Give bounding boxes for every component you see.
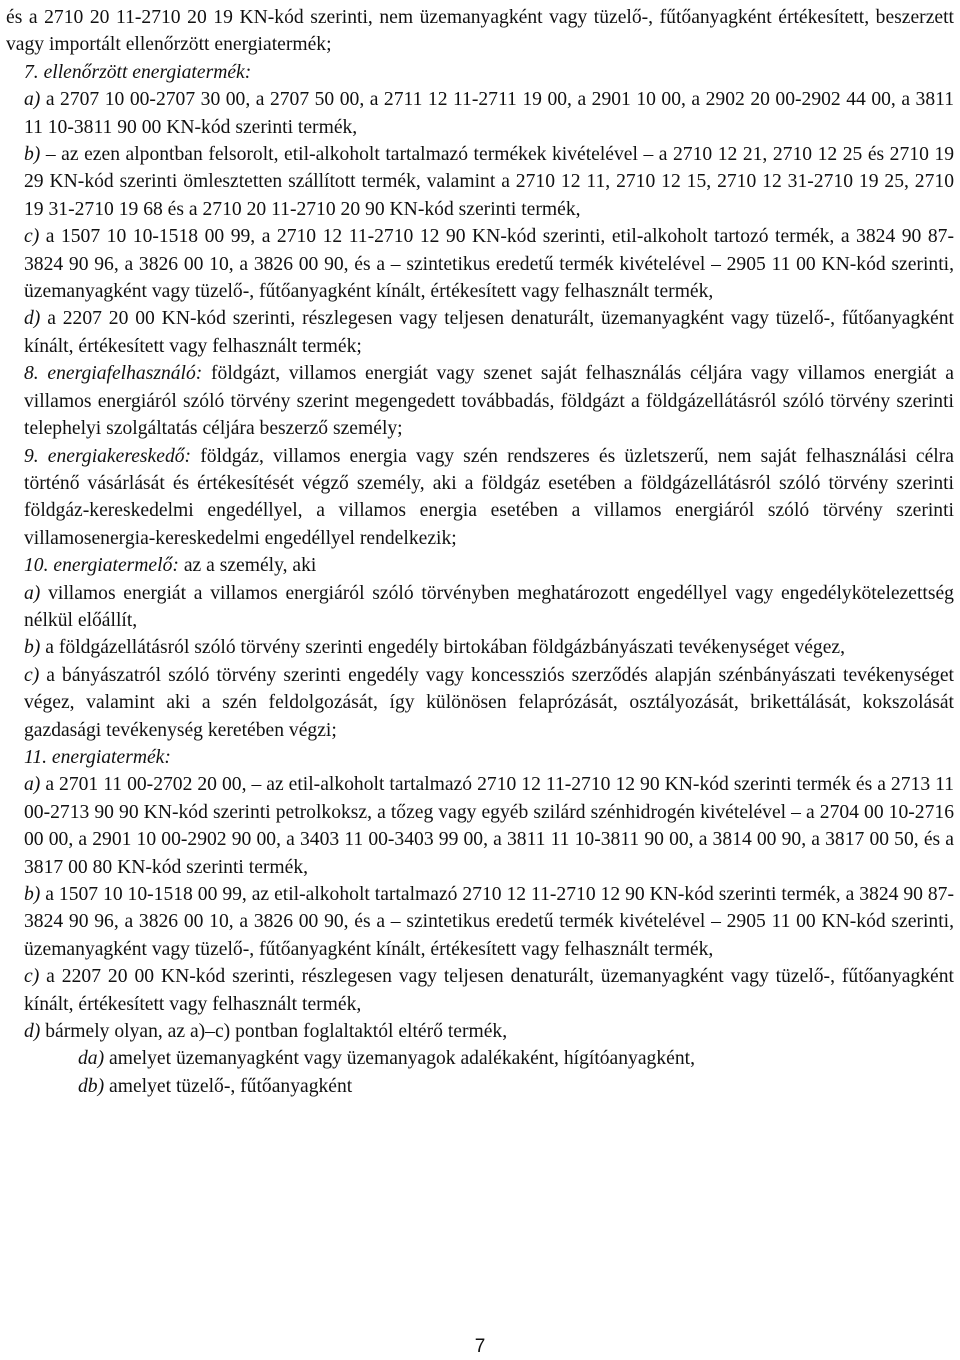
item-label: db) [78,1075,105,1097]
item-label: b) [24,884,41,905]
paragraph [6,443,954,553]
item-label: a) [24,89,41,111]
paragraph [6,552,954,579]
item-label: 8. energiafelhasználó: [24,363,203,385]
item-label: c) [24,226,40,248]
item-label: b) [24,144,41,166]
page-number: 7 [474,1336,486,1357]
document-body [6,4,954,1100]
item-text: a földgázellátásról szóló törvény szerinti engedély birtokában földgázbányászati tevékenységet végez, [45,637,845,659]
paragraph [6,662,954,744]
paragraph [6,86,954,141]
item-text: a 2207 20 00 KN-kód szerinti, részlegesen vagy teljesen denaturált, üzemanyagként vagy tüzelő-, fűtőanyagként kínált, értékesített vagy felhasznált termék, [24,966,954,1015]
item-label: a) [24,774,41,796]
paragraph [6,4,954,59]
item-text: villamos energiát a villamos energiáról szóló törvényben meghatározott engedéllyel vagy engedélykötelezettség nélkül előállít, [24,582,954,631]
item-label: d) [24,1021,41,1043]
item-text: a 2701 11 00-2702 20 00, – az etil-alkoholt tartalmazó 2710 12 11-2710 12 90 KN-kód szerinti termék és a 2713 11 00-2713 90 90 KN-kód szerinti petrolkoksz, a tőzeg vagy egyéb szilárd szénhidrogén kivételével – a 2704 00 10-2716 00 00, a 2901 10 00-2902 90 00, a 3403 11 00-3403 99 00, a 3811 11 10-3811 90 00, a 3814 00 90, a 3817 00 50, és a 3817 00 80 KN-kód szerinti termék, [24,774,954,878]
item-label: 7. ellenőrzött energiatermék: [24,61,252,83]
paragraph [6,223,954,305]
item-label: b) [24,637,41,659]
paragraph [6,305,954,360]
item-text: bármely olyan, az a)–c) pontban foglaltaktól eltérő termék, [45,1021,508,1043]
item-text: és a 2710 20 11-2710 20 19 KN-kód szerinti, nem üzemanyagként vagy tüzelő-, fűtőanyagként értékesített, beszerzett vagy importált ellenőrzött energiatermék; [6,7,954,56]
item-text: földgáz, villamos energia vagy szén rendszeres és üzletszerű, nem saját felhasználási célra történő vásárlását és értékesítését végző személy, aki a földgáz esetében a földgázellátásról szóló törvény szerinti földgáz-kereskedelmi engedéllyel, a villamos energia esetében a villamos energiáról szóló törvény szerinti villamosenergia-kereskedelmi engedéllyel rendelkezik; [24,445,954,549]
item-text: a 1507 10 10-1518 00 99, az etil-alkoholt tartalmazó 2710 12 11-2710 12 90 KN-kód szerinti termék, a 3824 90 87- 3824 90 96, a 3826 00 10, a 3826 00 90, és a – szintetikus eredetű termék kivételével – 2905 11 00 KN-kód szerinti, üzemanyagként vagy tüzelő-, fűtőanyagként kínált, értékesített vagy felhasznált termék, [24,884,954,960]
item-text: a bányászatról szóló törvény szerinti engedély vagy koncessziós szerződés alapján szénbányászati tevékenységet végez, valamint aki a szén feldolgozását, így különösen felaprózását, osztályozását, brikettálását, kokszolását gazdasági tevékenység keretében végzi; [24,664,954,741]
item-text: az a személy, aki [183,555,317,577]
paragraph [6,771,954,881]
item-label: c) [24,664,40,686]
paragraph [6,1045,954,1072]
paragraph [6,1018,954,1045]
item-label: 11. energiatermék: [24,746,171,768]
paragraph [6,744,954,771]
item-label: d) [24,308,41,330]
item-label: c) [24,966,40,988]
item-text: amelyet üzemanyagként vagy üzemanyagok adalékaként, hígítóanyagként, [109,1048,695,1070]
paragraph [6,963,954,1018]
paragraph [6,634,954,661]
paragraph [6,59,954,86]
item-text: a 1507 10 10-1518 00 99, a 2710 12 11-2710 12 90 KN-kód szerinti, etil-alkoholt tartozó termék, a 3824 90 87-3824 90 96, a 3826 00 10, a 3826 00 90, és a – szintetikus eredetű termék kivételével – 2905 11 00 KN-kód szerinti, üzemanyagként vagy tüzelő-, fűtőanyagként kínált, értékesített vagy felhasznált termék, [24,226,954,303]
item-text: amelyet tüzelő-, fűtőanyagként [109,1075,353,1097]
item-text: földgázt, villamos energiát vagy szenet saját felhasználás céljára vagy villamos energiát a villamos energiáról szóló törvény szerint megengedett továbbadás, földgázt a földgázellátásról szóló törvény szerinti telephelyi szolgáltatás céljára beszerző személy; [24,363,954,440]
item-text: – az ezen alpontban felsorolt, etil-alkoholt tartalmazó termékek kivételével – a 2710 12 21, 2710 12 25 és 2710 19 29 KN-kód szerinti ömlesztetten szállított termék, valamint a 2710 12 11, 2710 12 15, 2710 12 31-2710 19 25, 2710 19 31-2710 19 68 és a 2710 20 11-2710 20 90 KN-kód szerinti termék, [24,144,954,220]
item-text: a 2707 10 00-2707 30 00, a 2707 50 00, a 2711 12 11-2711 19 00, a 2901 10 00, a 2902 20 00-2902 44 00, a 3811 11 10-3811 90 00 KN-kód szerinti termék, [24,89,954,138]
paragraph [6,580,954,635]
item-label: da) [78,1048,105,1070]
item-label: a) [24,582,41,604]
item-text: a 2207 20 00 KN-kód szerinti, részlegesen vagy teljesen denaturált, üzemanyagként vagy tüzelő-, fűtőanyagként kínált, értékesített vagy felhasznált termék; [24,308,954,357]
paragraph [6,141,954,223]
item-label: 10. energiatermelő: [24,555,179,577]
paragraph [6,1073,954,1100]
paragraph [6,360,954,442]
paragraph [6,881,954,963]
item-label: 9. energiakereskedő: [24,445,192,467]
